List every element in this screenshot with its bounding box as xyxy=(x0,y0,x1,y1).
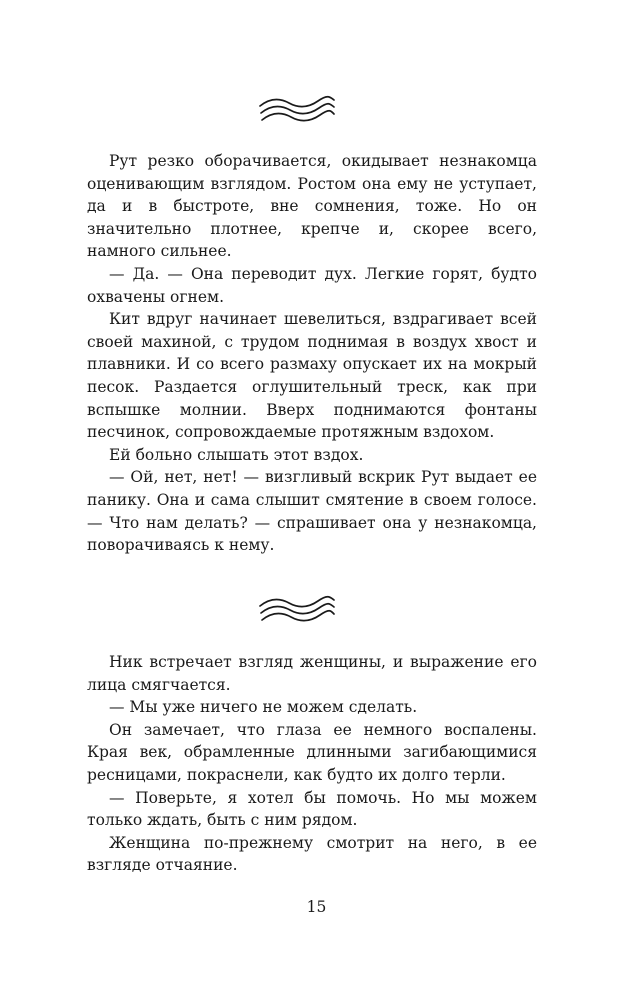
paragraph: Он замечает, что глаза ее немного воспалены. Края век, обрамленные длинными загибающимися ресницами, покраснели, как будто их долго терли. xyxy=(87,720,537,784)
paragraph: — Мы уже ничего не можем сделать. xyxy=(109,698,418,717)
page-number: 15 xyxy=(306,898,327,916)
wave-ornament-icon xyxy=(258,95,336,127)
paragraph: — Поверьте, я хотел бы помочь. Но мы можем только ждать, быть с ним рядом. xyxy=(87,788,537,830)
paragraph: — Ой, нет, нет! — визгливый вскрик Рут выдает ее панику. Она и сама слышит смятение в своем голосе. — Что нам делать? — спрашивает она у незнакомца, поворачиваясь к нему. xyxy=(87,468,537,555)
paragraph: Кит вдруг начинает шевелиться, вздрагивает всей своей махиной, с трудом поднимая в воздух хвост и плавники. И со всего размаху опускает их на мокрый песок. Раздается оглушительный треск, как при вспышке молнии. Вверх поднимаются фонтаны песчинок, сопровождаемые протяжным вздохом. xyxy=(87,310,537,442)
paragraph: Женщина по-прежнему смотрит на него, в ее взгляде отчаяние. xyxy=(87,833,537,875)
wave-ornament-icon xyxy=(258,595,336,627)
text-section-1 xyxy=(87,150,537,557)
paragraph: Рут резко оборачивается, окидывает незнакомца оценивающим взглядом. Ростом она ему не уступает, да и в быстроте, вне сомнения, тоже. Но он значительно плотнее, крепче и, скорее всего, намного сильнее. xyxy=(87,152,537,261)
paragraph: Ник встречает взгляд женщины, и выражение его лица смягчается. xyxy=(87,653,537,694)
paragraph: Ей больно слышать этот вздох. xyxy=(109,445,364,464)
text-section-2 xyxy=(87,651,537,877)
paragraph: — Да. — Она переводит дух. Легкие горят, будто охвачены огнем. xyxy=(87,264,537,306)
